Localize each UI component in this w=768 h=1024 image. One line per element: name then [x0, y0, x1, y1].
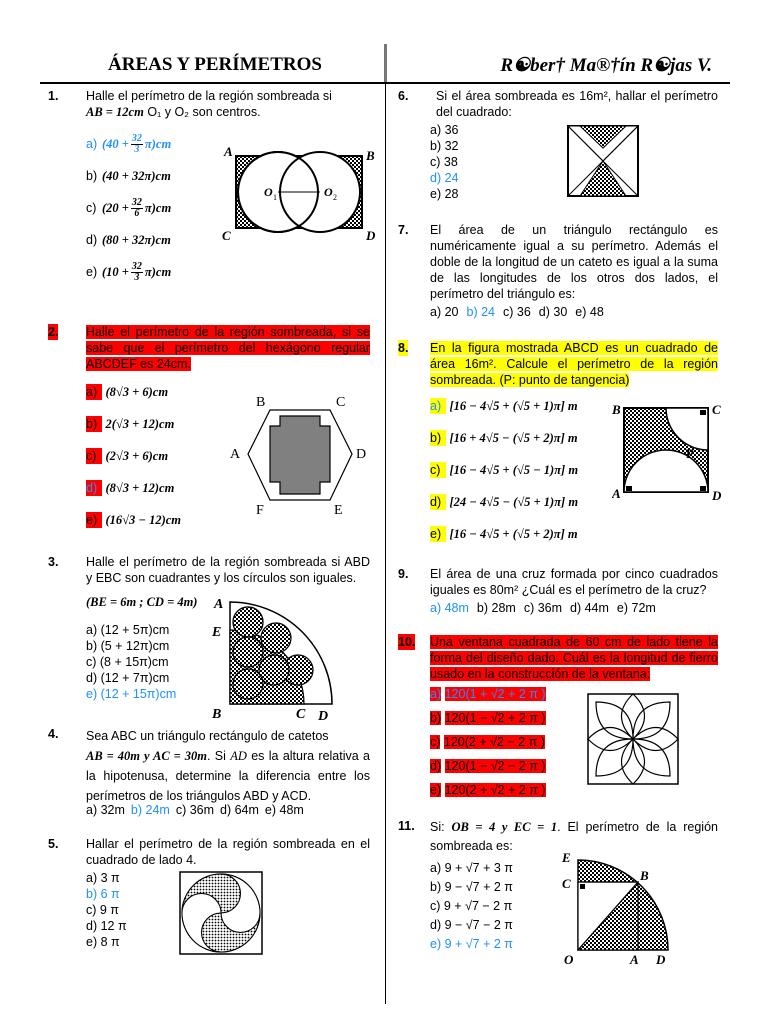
option-c[interactable]: [430, 734, 560, 758]
option-d[interactable]: d) 9 − √7 − 2 π: [430, 918, 513, 932]
figure-11: [558, 850, 708, 968]
label-o: O: [564, 952, 574, 967]
option-a[interactable]: a) 3 π: [86, 871, 120, 885]
option-e[interactable]: e) 48m: [264, 803, 304, 817]
option-value: [24 − 4√5 − (√5 + 1)π] m: [449, 495, 579, 509]
label-d: D: [366, 228, 376, 243]
option-d[interactable]: d) (12 + 7π)cm: [86, 671, 170, 685]
option-value: 120(1 + √2 + 2 π ): [444, 687, 546, 701]
option-a[interactable]: a) (12 + 5π)cm: [86, 623, 170, 637]
frac-den: 3: [134, 271, 140, 283]
options-list: [430, 686, 560, 806]
author-name: R☯ber† Ma®†ín R☯jas V.: [500, 55, 712, 76]
option-a[interactable]: a) 48m: [430, 601, 469, 615]
problem-9: [398, 566, 718, 626]
option-c[interactable]: [86, 192, 226, 224]
problem-number: 6.: [398, 89, 409, 103]
problem-number: 3.: [48, 555, 59, 569]
option-b[interactable]: b) 9 − √7 + 2 π: [430, 880, 513, 894]
option-value: (2√3 + 6)cm: [105, 449, 169, 463]
option-d[interactable]: d) 64m: [220, 803, 259, 817]
option-c[interactable]: c) 9 + √7 − 2 π: [430, 899, 513, 913]
option-b[interactable]: b) (5 + 12π)cm: [86, 639, 170, 653]
problem-text-c: O₁ y O₂ son centros.: [147, 105, 261, 119]
label-p: P: [686, 446, 694, 461]
problem-text-a: Sea ABC un triángulo rectángulo de catetos: [86, 729, 329, 743]
label-c: C: [222, 228, 231, 243]
option-label: a): [430, 398, 446, 414]
option-a[interactable]: a) 20: [430, 305, 459, 319]
problem-6: [398, 88, 718, 208]
frac-den: 6: [134, 207, 140, 219]
problem-number: 8.: [398, 341, 409, 355]
options-row: [430, 600, 720, 616]
label-d: D: [356, 447, 367, 462]
option-c[interactable]: c) 9 π: [86, 903, 119, 917]
problem-4: [48, 726, 370, 822]
problem-given: AB = 40m y AC = 30m: [86, 749, 207, 763]
problem-text-a: Si:: [430, 820, 445, 834]
problem-given: OB = 4 y EC = 1: [451, 820, 558, 834]
problem-text-body: Halle el perímetro de la región sombreada, si se sabe que el perímetro del hexágono regular ABCDEF es 24cm.: [86, 325, 370, 371]
problem-7: [398, 222, 718, 322]
figure-2: [226, 390, 376, 520]
problem-text: [430, 340, 718, 388]
frac-num: 32: [131, 196, 142, 208]
label-c: C: [336, 395, 346, 410]
figure-10: [584, 690, 684, 790]
option-post: π)cm: [144, 265, 172, 279]
frac-num: 32: [131, 260, 142, 272]
problem-text: [430, 222, 718, 302]
option-label: c): [86, 448, 102, 464]
option-a[interactable]: a) 32m: [86, 803, 125, 817]
option-b[interactable]: [86, 408, 236, 440]
option-c[interactable]: [86, 440, 236, 472]
problem-2: [48, 324, 370, 534]
figure-1: [220, 144, 380, 244]
option-a[interactable]: a) 9 + √7 + 3 π: [430, 861, 513, 875]
option-d[interactable]: [430, 758, 560, 782]
option-value: 120(2 + √2 − 2 π ): [443, 735, 545, 749]
option-label: d): [430, 759, 442, 773]
label-o1: O: [264, 185, 273, 199]
option-value: [16 − 4√5 + (√5 + 2)π] m: [449, 527, 578, 541]
option-pre: (20 +: [102, 201, 129, 215]
problem-8: [398, 340, 722, 550]
option-d[interactable]: d) 30: [538, 305, 568, 319]
option-d[interactable]: [430, 486, 620, 518]
label-e: E: [562, 850, 571, 865]
option-e[interactable]: e) 48: [575, 305, 604, 319]
label-a: A: [214, 597, 224, 612]
option-label: e): [430, 526, 446, 542]
figure-5: [178, 870, 268, 956]
label-c: C: [296, 707, 306, 722]
options-row: [86, 802, 376, 818]
problem-text-body: Halle el perímetro de la región sombreada si ABD y EBC son cuadrantes y los círculos son iguales.: [86, 555, 370, 585]
label-b: B: [212, 707, 222, 722]
option-label: b): [86, 416, 102, 432]
option-label: b): [430, 711, 442, 725]
problem-10: [398, 634, 718, 814]
shaded-region: [270, 416, 330, 494]
options-list: [430, 860, 560, 955]
problem-text-body: El área de una cruz formada por cinco cuadrados iguales es 80m² ¿Cuál es el perímetro de la cruz?: [430, 567, 718, 597]
option-label: a): [86, 384, 102, 400]
option-b[interactable]: b) 28m: [476, 601, 516, 615]
option-label: a): [430, 687, 442, 701]
page-title: ÁREAS Y PERÍMETROS: [108, 54, 322, 75]
label-a: A: [230, 447, 241, 462]
option-b[interactable]: b) 24: [466, 305, 495, 319]
option-e[interactable]: [86, 504, 236, 536]
figure-6: [566, 124, 642, 200]
problem-number: 10.: [398, 635, 416, 649]
option-pre: (10 +: [102, 265, 129, 279]
option-d[interactable]: d) 24: [430, 171, 459, 185]
problem-text-a: Halle el perímetro de la región sombreada si: [86, 89, 332, 103]
option-c[interactable]: c) 36: [503, 305, 531, 319]
options-list: [86, 128, 226, 288]
option-label: e): [86, 512, 102, 528]
problem-number: 9.: [398, 567, 409, 581]
option-b[interactable]: b) 6 π: [86, 887, 120, 901]
option-b[interactable]: [430, 710, 560, 734]
problem-text-b: . El perímetro de la región sombreada es:: [430, 820, 718, 853]
option-e[interactable]: e) 8 π: [86, 935, 120, 949]
option-c[interactable]: c) 36m: [175, 803, 215, 817]
option-label: c): [430, 462, 446, 478]
option-a[interactable]: [430, 390, 620, 422]
problem-number: 7.: [398, 223, 409, 237]
frac-num: 32: [131, 132, 142, 144]
option-value: 120(1 − √2 − 2 π ): [444, 759, 546, 773]
label-o1-sub: 1: [273, 193, 277, 202]
problem-number: 11.: [398, 819, 415, 833]
segment-ad: AD: [230, 749, 247, 763]
option-e[interactable]: e) (12 + 15π)cm: [86, 687, 177, 701]
option-d[interactable]: d) 44m: [570, 601, 609, 615]
problem-text: [436, 88, 718, 120]
option-post: π)cm: [144, 201, 172, 215]
option-e[interactable]: e) 72m: [616, 601, 656, 615]
option-pre: (40 +: [102, 137, 129, 151]
problem-number: 4.: [48, 727, 59, 741]
problem-text-c: es la altura relativa a la hipotenusa, determine la diferencia entre los perímetros de los triángulos ABD y ACD.: [86, 749, 370, 803]
label-e: E: [334, 503, 343, 518]
label-b: B: [366, 148, 375, 163]
option-d[interactable]: [86, 472, 236, 504]
option-post: π)cm: [144, 137, 172, 151]
option-label: e): [86, 265, 98, 279]
problem-text: [86, 836, 370, 868]
label-a: A: [612, 486, 621, 501]
problem-text: [430, 634, 718, 682]
option-label: b): [86, 169, 98, 183]
option-b[interactable]: b) 24m: [130, 803, 170, 817]
label-b: B: [612, 404, 621, 417]
option-d[interactable]: [86, 224, 226, 256]
option-pre: (80 + 32π)cm: [102, 233, 171, 247]
label-a: A: [224, 144, 233, 159]
option-value: (8√3 + 6)cm: [105, 385, 169, 399]
label-o2: O: [324, 185, 333, 199]
option-c[interactable]: c) 38: [430, 155, 458, 169]
problem-text-body: Hallar el perímetro de la región sombreada en el cuadrado de lado 4.: [86, 837, 370, 867]
label-f: F: [256, 503, 264, 518]
label-o2-sub: 2: [333, 193, 337, 202]
label-d: D: [318, 709, 329, 722]
problem-given: AB = 12cm: [86, 105, 144, 119]
problem-text-body: En la figura mostrada ABCD es un cuadrado de área 16m². Calcule el perímetro de la región sombreada. (P: punto de tangencia): [430, 341, 718, 387]
label-c: C: [712, 404, 721, 417]
option-c[interactable]: c) 36m: [523, 601, 563, 615]
option-value: (8√3 + 12)cm: [105, 481, 175, 495]
option-label: d): [86, 233, 98, 247]
problem-text: [86, 324, 370, 372]
option-b[interactable]: [86, 160, 226, 192]
option-e[interactable]: [86, 256, 226, 288]
option-label: b): [430, 430, 446, 446]
option-value: 120(2 + √2 + 2 π ): [444, 783, 546, 797]
label-b: B: [256, 395, 266, 410]
option-a[interactable]: [86, 128, 226, 160]
problem-text: [86, 726, 370, 806]
option-a[interactable]: a) 36: [430, 123, 459, 137]
frac-den: 3: [134, 143, 140, 155]
problem-1: [48, 88, 376, 318]
option-label: a): [86, 137, 98, 151]
label-d: D: [656, 952, 666, 967]
figure-3: [208, 594, 338, 722]
option-label: c): [430, 735, 441, 749]
options-list: [430, 390, 620, 550]
option-a[interactable]: [86, 376, 236, 408]
option-e[interactable]: e) 9 + √7 + 2 π: [430, 937, 513, 951]
option-value: 2(√3 + 12)cm: [105, 417, 175, 431]
option-value: [16 + 4√5 − (√5 + 2)π] m: [449, 431, 578, 445]
problem-text-body: Si el área sombreada es 16m², hallar el perímetro del cuadrado:: [436, 89, 718, 119]
option-value: (16√3 − 12)cm: [105, 513, 182, 527]
problem-11: [398, 818, 718, 1018]
label-d: D: [712, 488, 722, 503]
option-e[interactable]: e) 28: [430, 187, 459, 201]
problem-5: [48, 836, 370, 1024]
option-d[interactable]: d) 12 π: [86, 919, 127, 933]
option-c[interactable]: [430, 454, 620, 486]
problem-given: (BE = 6m ; CD = 4m): [86, 595, 198, 609]
option-e[interactable]: [430, 782, 560, 806]
problem-text-body: El área de un triángulo rectángulo es numéricamente igual a su perímetro. Además el doble de la longitud de un cateto es igual a la suma de las longitudes de los otros dos lados, el perímetro del triángulo es:: [430, 223, 718, 301]
problem-text: [86, 88, 370, 120]
option-c[interactable]: c) (8 + 15π)cm: [86, 655, 169, 669]
problem-text-b: . Si: [206, 749, 226, 763]
option-value: [16 − 4√5 + (√5 + 1)π] m: [449, 399, 578, 413]
problem-number: 1.: [48, 89, 59, 103]
option-b[interactable]: [430, 422, 620, 454]
options-row: [430, 304, 720, 320]
problem-text: [430, 566, 718, 598]
option-label: e): [430, 783, 442, 797]
option-label: d): [430, 494, 446, 510]
column-divider: [385, 84, 386, 1004]
options-list: [430, 122, 510, 202]
option-b[interactable]: b) 32: [430, 139, 459, 153]
label-b: B: [640, 868, 649, 883]
options-list: [86, 870, 186, 950]
problem-number: 5.: [48, 837, 59, 851]
option-e[interactable]: [430, 518, 620, 550]
option-value: 120(1 − √2 + 2 π ): [444, 711, 546, 725]
header-divider: [384, 44, 387, 82]
label-e: E: [212, 625, 222, 640]
option-label: c): [86, 201, 97, 215]
problem-text-body: Una ventana cuadrada de 60 cm de lado tiene la forma del diseño dado. Cuál es la longitud de fierro usado en la construcción de la ventana:: [430, 635, 718, 681]
option-pre: (40 + 32π)cm: [102, 169, 171, 183]
label-c: C: [562, 876, 571, 891]
figure-8: [612, 404, 742, 504]
option-value: [16 − 4√5 + (√5 − 1)π] m: [449, 463, 579, 477]
problem-number: 2.: [48, 325, 59, 339]
problem-3: [48, 554, 370, 722]
options-list: [86, 376, 236, 536]
label-a: A: [630, 952, 639, 967]
option-label: d): [86, 480, 102, 496]
options-list: [86, 622, 226, 702]
option-a[interactable]: [430, 686, 560, 710]
